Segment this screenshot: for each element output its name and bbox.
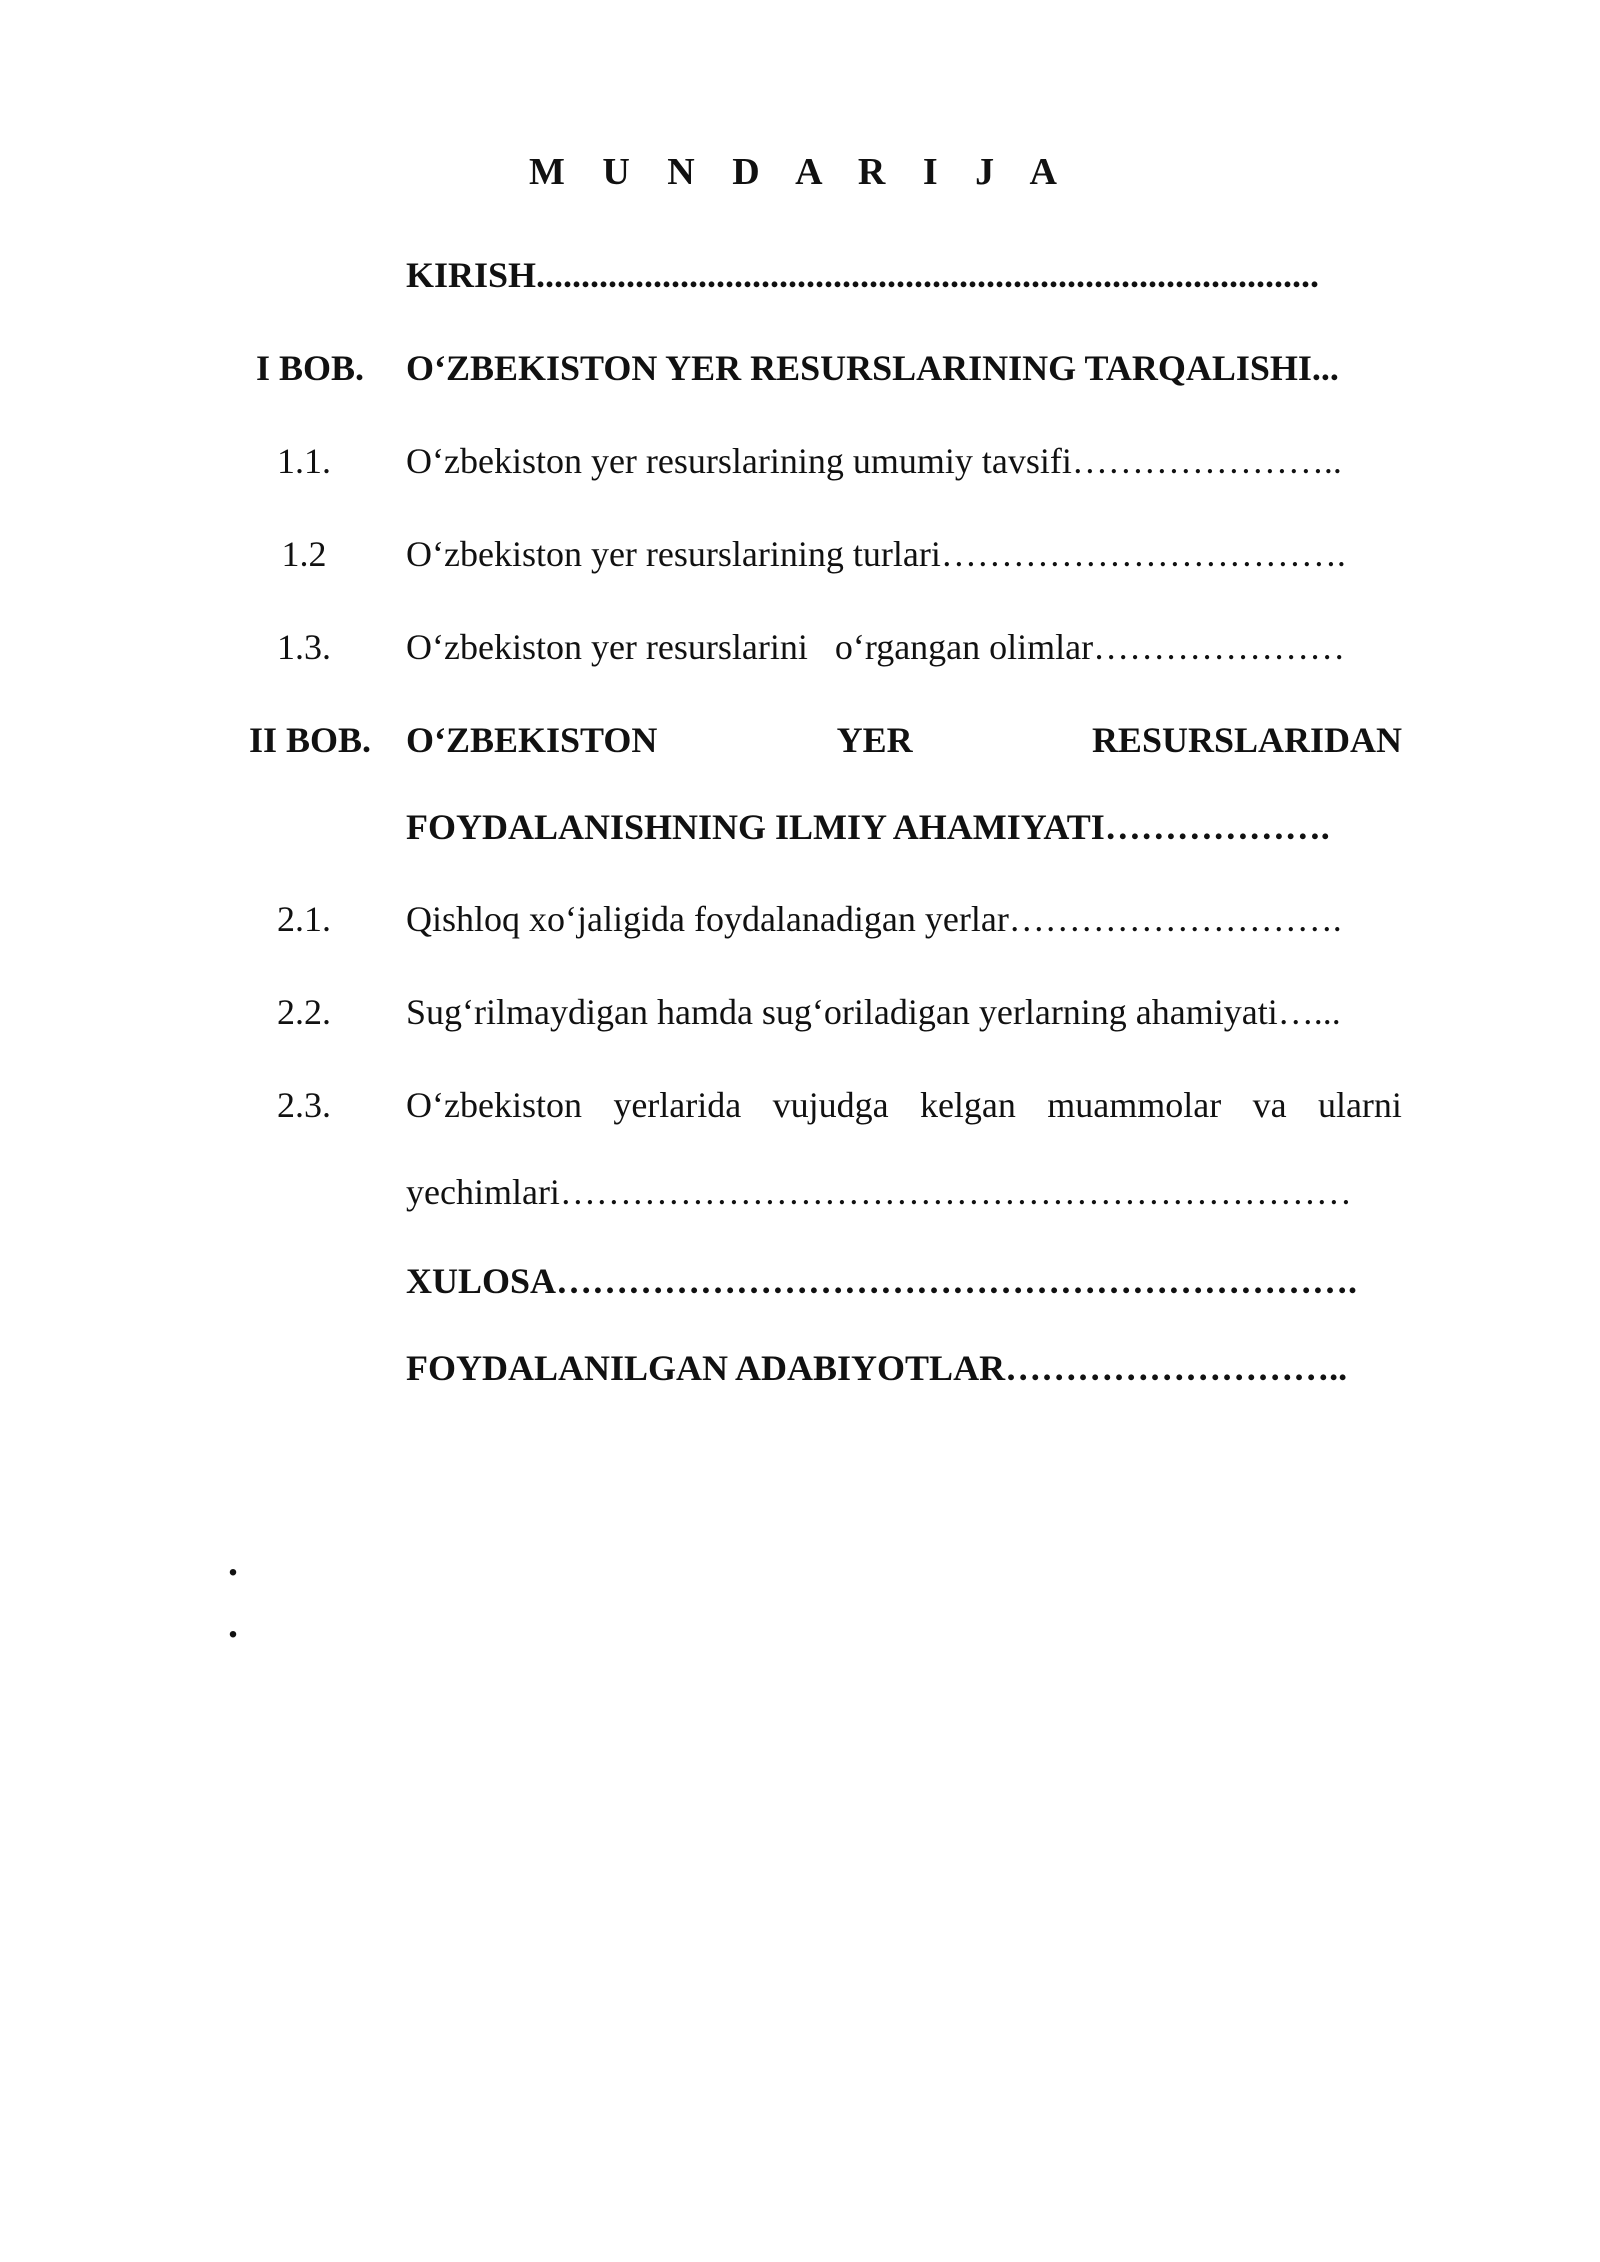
page-title: M U N D A R I J A	[528, 151, 1072, 193]
toc-entry-number: 1.3.	[277, 627, 331, 667]
toc-entry-text-line1	[406, 1084, 1402, 1126]
toc-entry-text: O‘ZBEKISTON YER RESURSLARINING TARQALISHI...	[406, 348, 1339, 388]
toc-word: yerlarida	[613, 1085, 742, 1125]
toc-entry-text: FOYDALANILGAN ADABIYOTLAR………………………..	[406, 1348, 1348, 1388]
toc-word: YER	[836, 720, 913, 760]
toc-entry-2-3-continued	[0, 1171, 1600, 1231]
toc-entry-number: I BOB.	[255, 348, 365, 388]
toc-entry-text: O‘zbekiston yer resurslarini o‘rgangan olimlar…………………	[406, 627, 1346, 667]
toc-word: muammolar	[1047, 1085, 1222, 1125]
toc-entry-2-1	[0, 898, 1600, 958]
toc-entry-1-2	[0, 533, 1600, 593]
toc-entry-number: 1.1.	[277, 441, 331, 481]
toc-entry-adabiyotlar	[0, 1347, 1600, 1407]
toc-entry-number: 2.1.	[277, 899, 331, 939]
toc-entry-text: Sug‘rilmaydigan hamda sug‘oriladigan yerlarning ahamiyati…...	[406, 992, 1341, 1032]
toc-entry-number: 2.3.	[277, 1085, 331, 1125]
toc-word: va	[1252, 1085, 1287, 1125]
toc-word: O‘zbekiston	[406, 1085, 582, 1125]
toc-entry-number: II BOB.	[248, 720, 372, 760]
toc-word: RESURSLARIDAN	[1091, 720, 1402, 760]
toc-entry-text: XULOSA………………………………………………………….	[406, 1261, 1358, 1301]
stray-dot: .	[228, 1601, 238, 1646]
toc-entry-text: O‘zbekiston yer resurslarining umumiy tavsifi…………………..	[406, 441, 1342, 481]
toc-entry-bob2	[0, 719, 1600, 779]
stray-dot: .	[228, 1539, 238, 1584]
toc-entry-text: Qishloq xo‘jaligida foydalanadigan yerlar……………………….	[406, 899, 1342, 939]
toc-word: ularni	[1317, 1085, 1402, 1125]
toc-entry-kirish	[0, 254, 1600, 314]
toc-entry-bob2-continued	[0, 806, 1600, 866]
toc-entry-2-3	[0, 1084, 1600, 1144]
toc-entry-text-line2: FOYDALANISHNING ILMIY AHAMIYATI……………….	[406, 807, 1330, 847]
toc-entry-xulosa	[0, 1260, 1600, 1320]
toc-entry-text-line2: yechimlari…………………………………………………………	[406, 1172, 1352, 1212]
toc-entry-bob1	[0, 347, 1600, 407]
toc-entry-1-3	[0, 626, 1600, 686]
toc-entry-1-1	[0, 440, 1600, 500]
toc-word: kelgan	[919, 1085, 1016, 1125]
toc-word: vujudga	[772, 1085, 889, 1125]
toc-word: O‘ZBEKISTON	[406, 720, 658, 760]
toc-entry-text-line1	[406, 719, 1402, 761]
toc-entry-text: KIRISH.......................................................................................	[406, 255, 1320, 295]
toc-entry-number: 2.2.	[277, 992, 331, 1032]
toc-entry-2-2	[0, 991, 1600, 1051]
toc-entry-text: O‘zbekiston yer resurslarining turlari…………………………….	[406, 534, 1346, 574]
toc-entry-number: 1.2	[281, 534, 327, 574]
